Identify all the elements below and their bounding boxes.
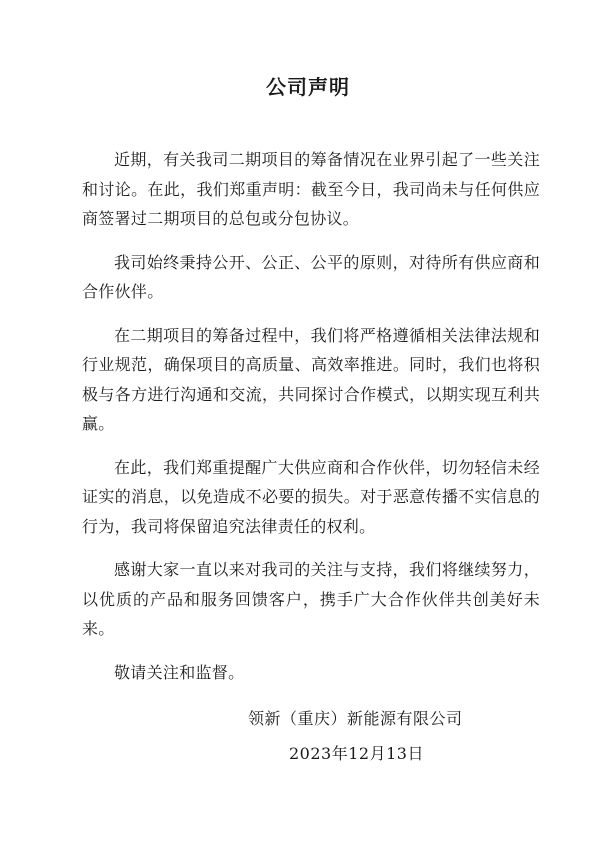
paragraph-2: 我司始终秉持公开、公正、公平的原则，对待所有供应商和合作伙伴。: [82, 252, 540, 301]
paragraph-4: 在此，我们郑重提醒广大供应商和合作伙伴，切勿轻信未经证实的消息，以免造成不必要的损失。对于恶意传播不实信息的行为，我司将保留追究法律责任的权利。: [82, 457, 540, 536]
paragraph-1: 近期，有关我司二期项目的筹备情况在业界引起了一些关注和讨论。在此，我们郑重声明：截至今日，我司尚未与任何供应商签署过二期项目的总包或分包协议。: [82, 150, 540, 228]
paragraph-5: 感谢大家一直以来对我司的关注与支持，我们将继续努力，以优质的产品和服务回馈客户，携手广大合作伙伴共创美好未来。: [82, 560, 540, 638]
signature-company: 领新（重庆）新能源有限公司: [248, 709, 463, 728]
document-body: [82, 145, 540, 687]
closing-line: 敬请关注和监督。: [114, 662, 245, 682]
paragraph-3: 在二期项目的筹备过程中，我们将严格遵循相关法律法规和行业规范，确保项目的高质量、高效率推进。同时，我们也将积极与各方进行沟通和交流，共同探讨合作模式，以期实现互利共赢。: [82, 325, 540, 433]
document-title: 公司声明: [266, 75, 350, 99]
signature-date: 2023年12月13日: [289, 744, 424, 763]
